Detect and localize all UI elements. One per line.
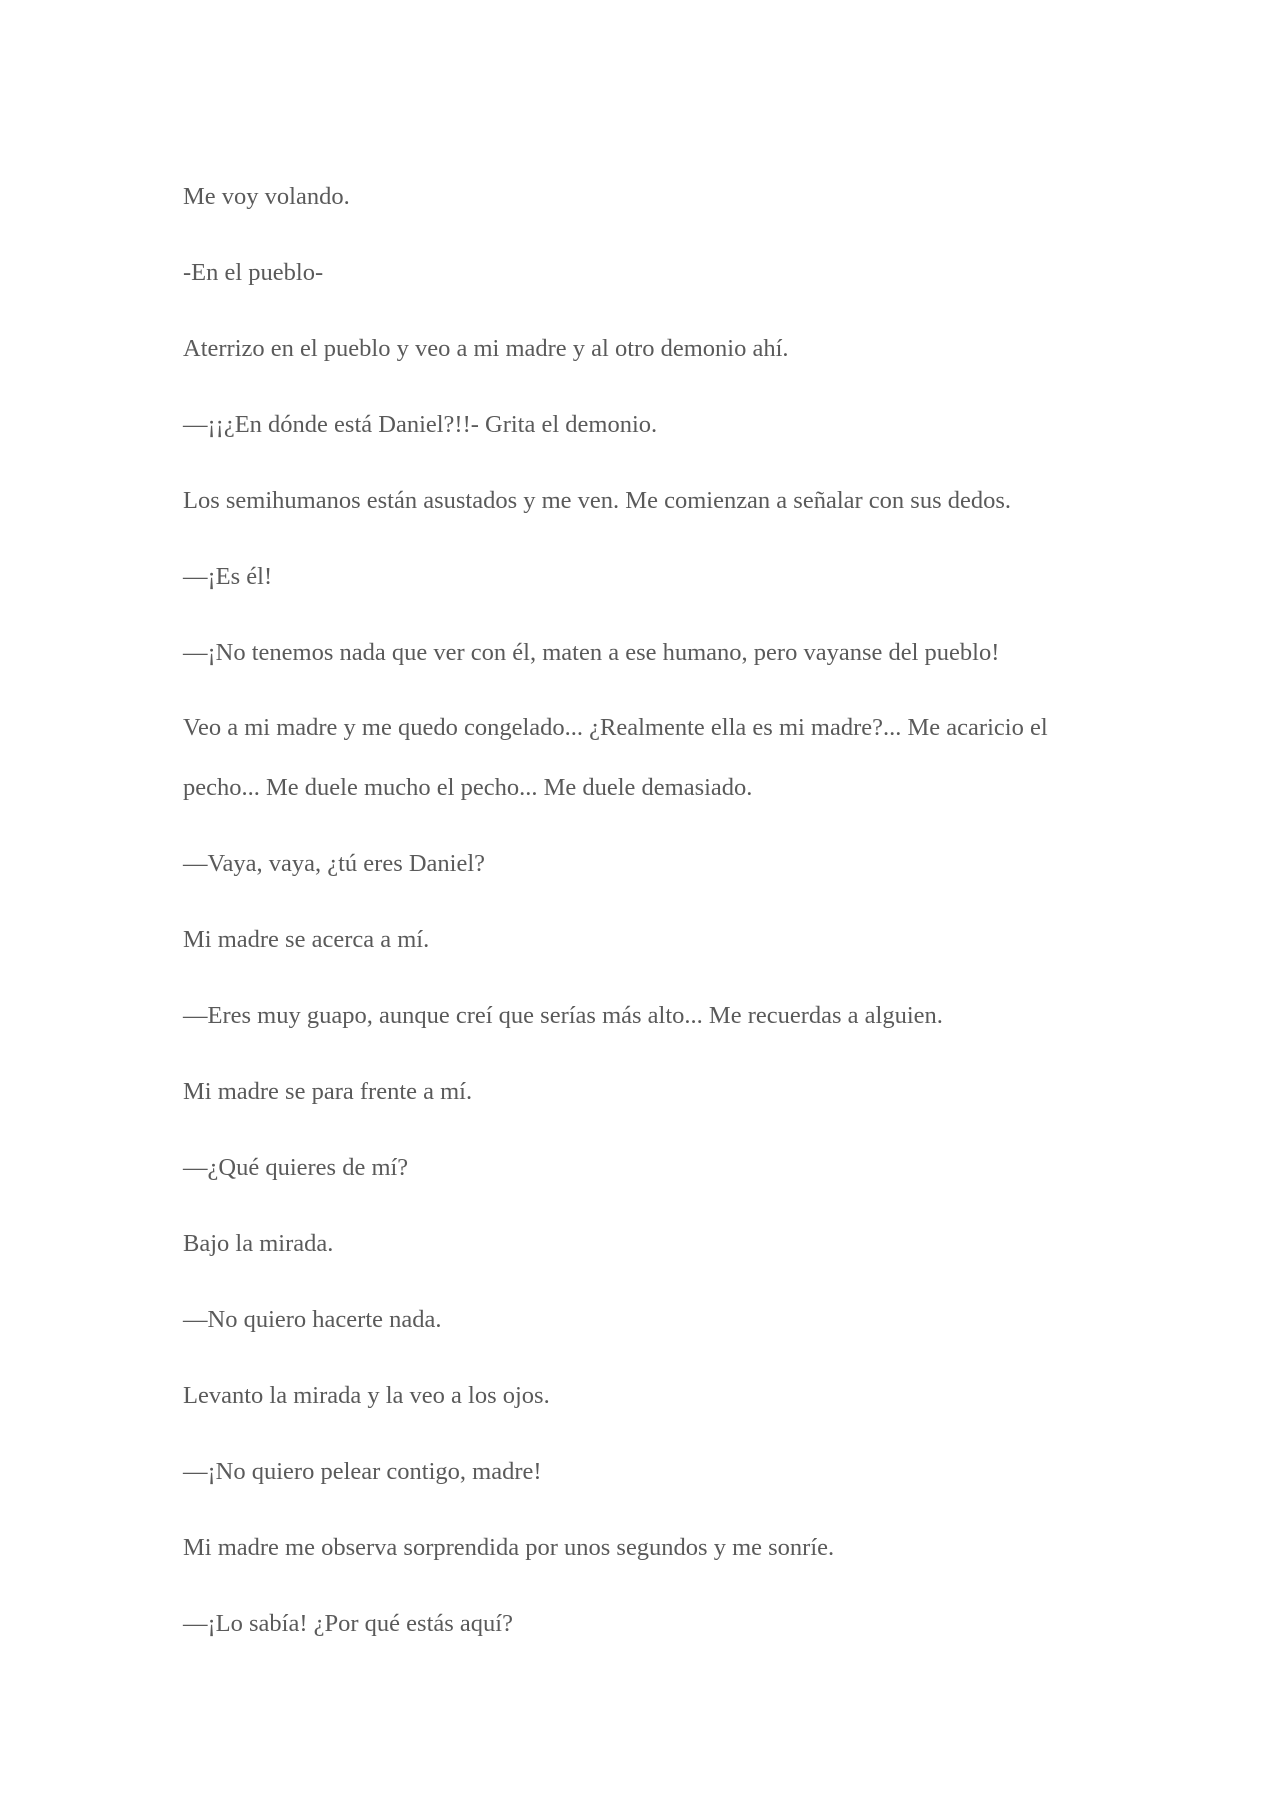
paragraph: -En el pueblo-: [183, 259, 324, 286]
paragraph: —No quiero hacerte nada.: [183, 1306, 442, 1333]
paragraph: —¡No tenemos nada que ver con él, maten a ese humano, pero vayanse del pueblo!: [183, 639, 1000, 666]
paragraph: Bajo la mirada.: [183, 1230, 334, 1257]
paragraph: —Vaya, vaya, ¿tú eres Daniel?: [183, 850, 486, 877]
paragraph: —¡No quiero pelear contigo, madre!: [183, 1458, 542, 1485]
paragraph: Mi madre se acerca a mí.: [183, 926, 430, 953]
paragraph: Mi madre me observa sorprendida por unos segundos y me sonríe.: [183, 1534, 835, 1561]
paragraph: —¡Es él!: [183, 563, 273, 590]
paragraph: Los semihumanos están asustados y me ven. Me comienzan a señalar con sus dedos.: [183, 487, 1012, 514]
body-text: [183, 178, 1123, 1681]
paragraph: Me voy volando.: [183, 183, 350, 210]
paragraph: Aterrizo en el pueblo y veo a mi madre y al otro demonio ahí.: [183, 335, 789, 362]
paragraph: Veo a mi madre y me quedo congelado... ¿Realmente ella es mi madre?... Me acaricio el pecho... Me duele mucho el pecho... Me duele demasiado.: [183, 714, 1048, 801]
paragraph: —Eres muy guapo, aunque creí que serías más alto... Me recuerdas a alguien.: [183, 1002, 943, 1029]
paragraph: —¿Qué quieres de mí?: [183, 1154, 409, 1181]
paragraph: —¡Lo sabía! ¿Por qué estás aquí?: [183, 1610, 513, 1637]
paragraph: Mi madre se para frente a mí.: [183, 1078, 473, 1105]
paragraph: —¡¡¿En dónde está Daniel?!!- Grita el demonio.: [183, 411, 658, 438]
paragraph: Levanto la mirada y la veo a los ojos.: [183, 1382, 550, 1409]
